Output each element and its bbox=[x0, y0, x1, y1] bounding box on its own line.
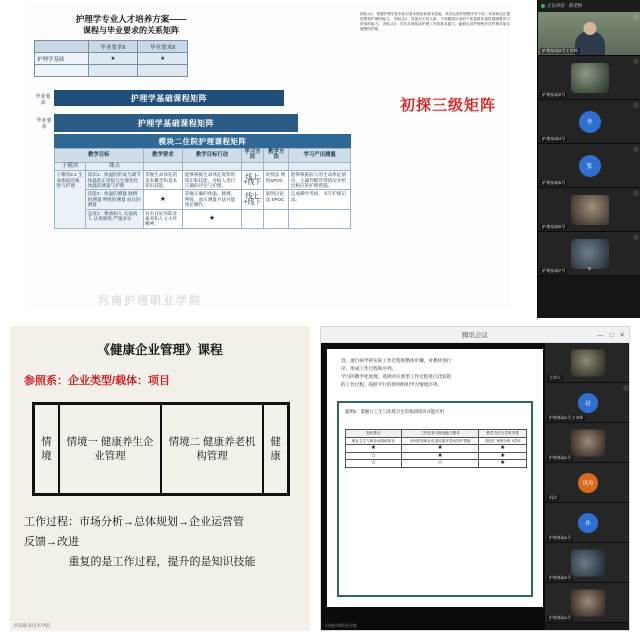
window-controls[interactable] bbox=[597, 327, 625, 343]
avatar: 孙 bbox=[578, 513, 598, 533]
scenario-cell-3: 健康 bbox=[263, 404, 288, 495]
participant-photo bbox=[571, 63, 609, 93]
meeting-window-body bbox=[321, 343, 630, 631]
participant-photo bbox=[571, 239, 609, 269]
br-th-1: 工作任务与职业能力要求 bbox=[401, 430, 479, 438]
slide-watermark: 河南护理职业学院 bbox=[98, 295, 202, 307]
bl-body-lines bbox=[24, 512, 300, 572]
br-cell: ★ bbox=[401, 445, 479, 453]
slide-right-paragraph: 指标点1：掌握护理学基本知识基本理论和基本技能，具有运用护理程序对个体、家庭和社区提供整体护理的能力。 指标点2：具备为不同人群、不同健康状况的个体和群体提供健康教育与咨询的能力。 指标点3：具有从事临床护理工作的基本能力，能够运用护理程序对护理对象实施整体护理。 bbox=[360, 12, 510, 31]
participant-photo bbox=[571, 549, 605, 576]
matrix-subheader-left: 子模块 bbox=[55, 162, 86, 170]
participant-tile-0[interactable] bbox=[545, 343, 630, 383]
table-a-header-2: 毕业要求8 bbox=[138, 41, 188, 53]
bl-line-1: 反馈→改进 bbox=[24, 536, 79, 548]
table-row bbox=[55, 209, 351, 228]
maximize-icon[interactable]: □ bbox=[609, 331, 614, 339]
matrix-subheader-right: 课点 bbox=[86, 162, 143, 170]
matrix-submodule-label: 子模块2.1 生命体征的观察与护理 bbox=[55, 171, 86, 229]
matrix-knowledge-cell: 技能1：体温的测量 脉搏的测量 呼吸的测量 血压的测量 bbox=[86, 190, 143, 209]
slide-title-top bbox=[36, 14, 226, 36]
participant-photo bbox=[571, 429, 605, 456]
slide-canvas-top bbox=[28, 6, 510, 306]
table-a-cell: ★ bbox=[88, 53, 138, 65]
br-cell: ★ bbox=[479, 452, 527, 460]
participant-photo bbox=[571, 195, 609, 225]
matrix-goal-cell: 掌握正确的体温、脉搏、呼吸、血压测量方法并能规范操作。 bbox=[183, 190, 242, 209]
participant-tile-4[interactable] bbox=[545, 503, 630, 543]
speaking-icon bbox=[541, 4, 545, 8]
minimize-icon[interactable]: — bbox=[597, 331, 604, 339]
active-speaker-label: 正在讲话：薛老师 bbox=[547, 3, 583, 8]
br-line-3: 的工作过程，按照平行的原则组织学习情境序列。 bbox=[341, 382, 443, 387]
participant-name: 护理基础4号 bbox=[542, 136, 566, 141]
participant-photo bbox=[571, 349, 605, 376]
bl-footer-watermark: 河南职业技术学院 bbox=[14, 623, 50, 628]
shared-screen-slide-bottom[interactable] bbox=[327, 349, 543, 607]
matrix-learn-method-cell: 线上+线下 bbox=[241, 190, 263, 209]
mic-icon[interactable] bbox=[633, 58, 639, 64]
table-a-cell bbox=[138, 65, 188, 77]
br-cell: ★ bbox=[479, 445, 527, 453]
br-frame-subtitle: 案例2：掌握口工生与环境卫生的基础知识并能应用 bbox=[345, 409, 445, 414]
participant-name: 护理基础3号主讲师 bbox=[542, 48, 578, 53]
matrix-header-5: 学习产出测量 bbox=[289, 149, 351, 163]
matrix-header-3: 学习方法 bbox=[241, 149, 263, 163]
bl-slide-subtitle: 参照系：企业类型/载体：项目 bbox=[24, 375, 171, 387]
br-cell: ★ bbox=[401, 452, 479, 460]
avatar: 赵 bbox=[578, 393, 598, 413]
avatar: 李 bbox=[579, 111, 601, 133]
matrix-knowledge-cell: 知识1：体温的形成与调节 体温的正常值与生理变化 体温的测量与护理 bbox=[86, 171, 143, 190]
participant-tile-4[interactable] bbox=[538, 188, 640, 232]
br-cell: ☆ bbox=[346, 452, 402, 460]
matrix-header-2: 教学目标行动 bbox=[183, 149, 242, 163]
participant-tile-2[interactable] bbox=[538, 100, 640, 144]
participant-name: 护理基础2号 bbox=[549, 455, 572, 460]
matrix-band-3: 模块二住院护理课程矩阵 bbox=[54, 134, 351, 148]
participant-photo bbox=[571, 589, 605, 616]
participant-name: 巩玲 bbox=[549, 495, 557, 500]
slide-title-line2: 课程与毕业要求的关系矩阵 bbox=[83, 26, 179, 35]
matrix-star-cell: ★ bbox=[143, 190, 183, 209]
bl-slide-title: 《健康企业管理》课程 bbox=[97, 343, 223, 357]
participant-name: 护理基础3号主讲师 bbox=[549, 415, 584, 420]
matrix-header-1: 教学要求 bbox=[143, 149, 183, 163]
table-a-header-1: 毕业要求6 bbox=[88, 41, 138, 53]
table-row bbox=[35, 53, 188, 65]
top-meeting-panel bbox=[0, 0, 640, 318]
br-cell: ★ bbox=[479, 460, 527, 468]
participant-rail-bottom[interactable] bbox=[545, 343, 630, 631]
table-a-row-label: 护理学基础 bbox=[35, 53, 89, 65]
rotated-label-2: 毕业要求 bbox=[36, 118, 52, 130]
close-icon[interactable]: ✕ bbox=[619, 332, 625, 339]
matrix-goal-cell: 能够根据生命体征观察的知识和技能，对病人进行正确的评估与护理。 bbox=[183, 171, 242, 190]
br-line-1: 序，形成工作过程和序列。 bbox=[341, 366, 397, 371]
bl-line-0: 工作过程：市场分析→总体规划→企业运营管 bbox=[24, 516, 244, 528]
participant-name: 护理基础5号 bbox=[542, 180, 566, 185]
participant-name: 护理基础6号 bbox=[542, 224, 566, 229]
br-line-0: 容、流行病学的实际工作过程和整体步骤，对教材进行 bbox=[341, 358, 452, 363]
rotated-label-1: 毕业要求 bbox=[35, 94, 51, 106]
meeting-window bbox=[320, 326, 630, 631]
participant-tile-0[interactable] bbox=[538, 12, 640, 56]
mic-icon[interactable] bbox=[633, 146, 639, 152]
participant-tile-1[interactable] bbox=[538, 56, 640, 100]
participant-name: 主讲人 bbox=[549, 375, 561, 380]
highlight-frame bbox=[337, 401, 533, 597]
participant-name: 护理基础4号 bbox=[549, 615, 572, 620]
avatar: 张 bbox=[579, 155, 601, 177]
matrix-teach-method-cell: 案例讨论法 SPOC bbox=[264, 190, 289, 209]
matrix-header-4: 教学方法 bbox=[264, 149, 289, 163]
table-row bbox=[346, 460, 527, 468]
br-cell: 职业卫生与职业病基础知识 bbox=[346, 437, 402, 445]
scenario-cell-0: 情境 bbox=[34, 404, 59, 495]
participant-tile-3[interactable] bbox=[545, 463, 630, 503]
participant-name: 护理基础7号 bbox=[542, 268, 566, 273]
bottom-left-slide-photo bbox=[10, 326, 310, 631]
table-a-header-0 bbox=[35, 41, 89, 53]
table-row bbox=[346, 452, 527, 460]
table-a-cell: ★ bbox=[138, 53, 188, 65]
table-row bbox=[35, 65, 188, 77]
table-row bbox=[346, 445, 527, 453]
matrix-header-0: 教学目标 bbox=[55, 149, 144, 163]
mic-icon[interactable] bbox=[633, 190, 639, 196]
matrix-knowledge-cell: 态度1：尊重病人 关爱病人 认真细致 严谨求实 bbox=[86, 209, 143, 228]
participant-name: 护理基础6号 bbox=[549, 535, 572, 540]
mic-icon[interactable] bbox=[633, 102, 639, 108]
br-cell: ★ bbox=[346, 445, 402, 453]
br-th-0: 知识要点 bbox=[346, 430, 402, 438]
matrix-output-cell: 能够根据病人的生命体征情况，正确判断异常情况并给出相应的护理措施。 bbox=[289, 171, 351, 190]
table-row bbox=[55, 171, 351, 190]
scenario-cell-2: 情境二 健康养老机构管理 bbox=[161, 404, 263, 495]
mic-icon[interactable] bbox=[623, 385, 629, 391]
scenario-cell-1: 情境一 健康养生企业管理 bbox=[59, 404, 161, 495]
table-a-cell bbox=[88, 65, 138, 77]
br-course-table bbox=[345, 429, 527, 468]
participant-tile-3[interactable] bbox=[538, 144, 640, 188]
participant-rail-top[interactable] bbox=[537, 0, 640, 318]
participant-tile-2[interactable] bbox=[545, 423, 630, 463]
chevron-down-icon[interactable]: ▾ bbox=[587, 266, 592, 273]
active-speaker-indicator bbox=[538, 0, 640, 12]
matrix-band-1: 护理学基础课程矩阵 bbox=[54, 90, 284, 106]
matrix-requirement-cell: 具有良好的职业素养和人文关怀精神。 bbox=[143, 209, 183, 228]
matrix-output-cell: 完成操作考核，书写护理记录。 bbox=[289, 190, 351, 209]
matrix-learn-method-cell: 线上+线下 bbox=[241, 171, 263, 190]
br-line-2: 学习的教学化处理，选择对应典型工作过程进行比较的 bbox=[341, 374, 452, 379]
avatar: 巩玲 bbox=[578, 473, 598, 493]
bl-line-2: 重复的是工作过程，提升的是知识技能 bbox=[68, 556, 256, 568]
scenario-table bbox=[32, 402, 290, 496]
slide-title-line1: 护理学专业人才培养方案—— bbox=[75, 14, 187, 24]
participant-tile-5[interactable] bbox=[545, 543, 630, 583]
window-titlebar[interactable] bbox=[321, 327, 629, 343]
matrix-band-2: 护理学基础课程矩阵 bbox=[54, 114, 298, 132]
mic-icon[interactable] bbox=[633, 14, 639, 20]
participant-name: 护理基础5号 bbox=[549, 575, 572, 580]
matrix-requirement-cell: 掌握生命体征的基本概念和基本知识技能。 bbox=[143, 171, 183, 190]
br-cell: ☆ bbox=[401, 460, 479, 468]
br-cell: 讲授法 案例分析 4学时 bbox=[479, 437, 527, 445]
shared-screen-slide-top[interactable] bbox=[0, 0, 537, 318]
table-a-row-label bbox=[35, 65, 89, 77]
br-cell: 识别常见职业危害因素并提出防护措施 bbox=[401, 437, 479, 445]
br-footer-watermark: 河南护理职业学院 bbox=[325, 623, 357, 628]
participant-name: 护理基础2号 bbox=[542, 92, 566, 97]
participant-tile-1[interactable] bbox=[545, 383, 630, 423]
br-slide-text bbox=[341, 357, 531, 389]
slide-canvas-bottom-left bbox=[10, 326, 310, 631]
table-row bbox=[55, 190, 351, 209]
course-requirement-table bbox=[34, 40, 188, 77]
table-row bbox=[346, 437, 527, 445]
matrix-teach-method-cell: 讲授法 网络SPOC bbox=[264, 171, 289, 190]
matrix-star-cell: ★ bbox=[183, 209, 242, 228]
slide-red-heading: 初探三级矩阵 bbox=[399, 97, 496, 114]
table-row bbox=[34, 404, 289, 495]
br-th-2: 教学方法与学时安排 bbox=[479, 430, 527, 438]
mic-icon[interactable] bbox=[633, 234, 639, 240]
window-title: 腾讯会议 bbox=[462, 332, 488, 339]
br-cell: ☆ bbox=[346, 460, 402, 468]
person-head-shape bbox=[583, 22, 596, 35]
participant-tile-6[interactable] bbox=[545, 583, 630, 623]
participant-tile-5[interactable] bbox=[538, 232, 640, 276]
teaching-matrix-table bbox=[54, 148, 351, 229]
